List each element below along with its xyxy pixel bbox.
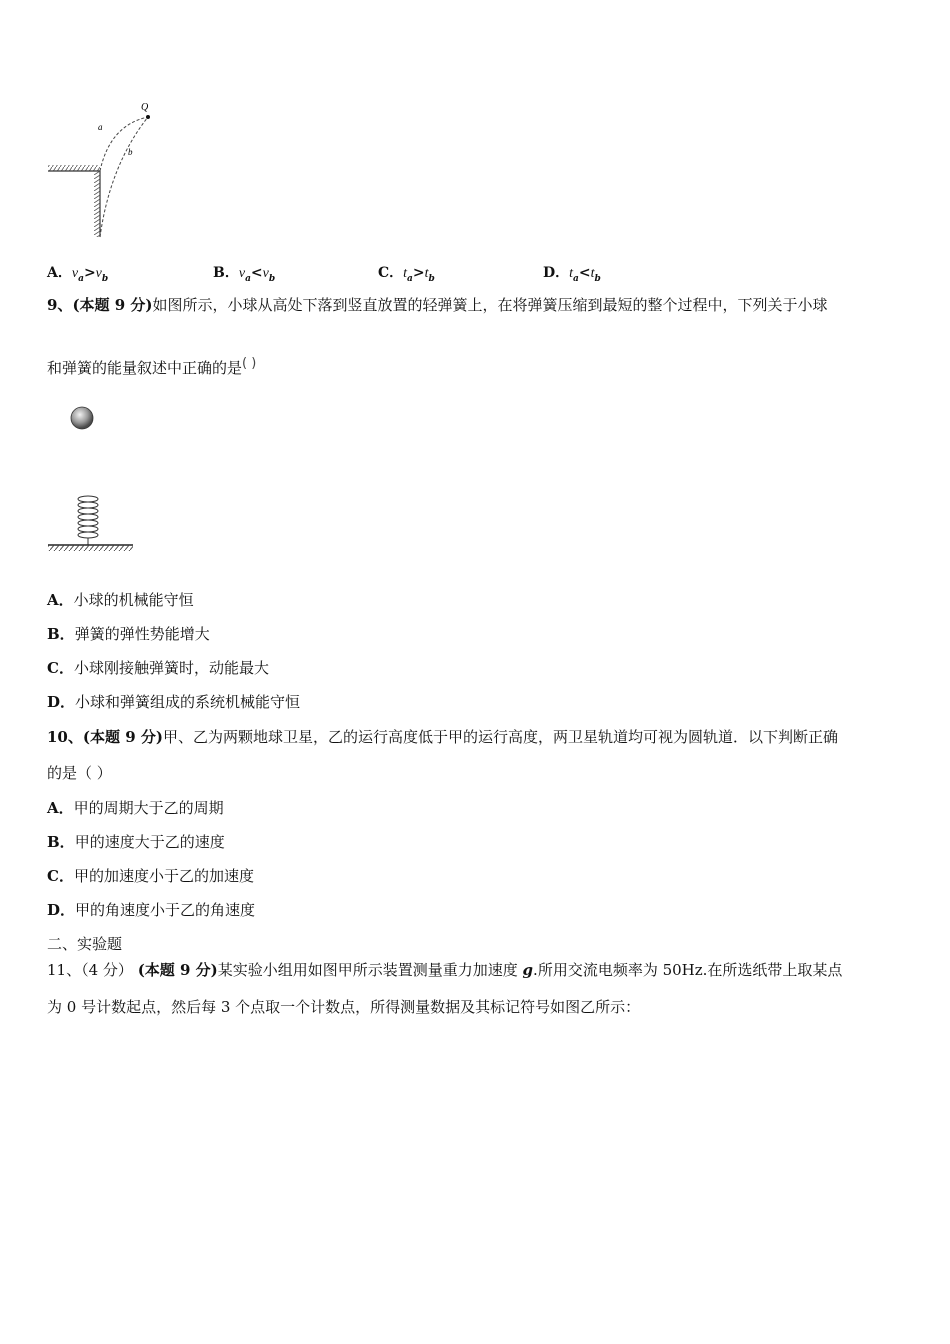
q8-option-c[interactable]: C．$t_a>t_b$ [378,265,435,284]
q11-stem-line1: 11、（4 分） (本题 9 分)某实验小组用如图甲所示装置测量重力加速度 g.所用交流电频率为 50Hz.在所选纸带上取某点 [47,961,843,979]
q10-option-c[interactable]: C．甲的加速度小于乙的加速度 [47,867,254,885]
q10-stem-line2: 的是（ ） [47,764,112,782]
q10-stem-line1: 10、(本题 9 分)甲、乙为两颗地球卫星，乙的运行高度低于甲的运行高度，两卫星轨道均可视为圆轨道．以下判断正确 [47,728,838,746]
q11-stem-line2: 为 0 号计数起点，然后每 3 个点取一个计数点，所得测量数据及其标记符号如图乙所示： [47,998,641,1016]
q10-option-a[interactable]: A．甲的周期大于乙的周期 [47,799,224,817]
label-q: Q [141,102,149,113]
ball-spring-figure [45,400,140,560]
spring [78,496,98,545]
q9-option-c[interactable]: C．小球刚接触弹簧时，动能最大 [47,659,269,677]
ledge [48,165,100,237]
q9-stem-line1: 9、(本题 9 分)如图所示，小球从高处下落到竖直放置的轻弹簧上，在将弹簧压缩到最短的整个过程中，下列关于小球 [47,296,828,314]
label-a: a [98,122,103,132]
q10-option-b[interactable]: B．甲的速度大于乙的速度 [47,833,225,851]
q8-option-b[interactable]: B．$v_a<v_b$ [213,265,276,284]
label-b: b [128,147,133,157]
q10-option-d[interactable]: D．甲的角速度小于乙的角速度 [47,901,256,919]
q9-option-b[interactable]: B．弹簧的弹性势能增大 [47,625,210,643]
answer-blank: ( ) [242,356,257,371]
q9-option-d[interactable]: D．小球和弹簧组成的系统机械能守恒 [47,693,301,711]
trajectory-b [100,117,148,237]
ball [71,407,93,429]
trajectory-a [100,117,148,171]
section-title: 二、实验题 [47,935,123,953]
point-q [146,115,150,119]
q9-option-a[interactable]: A．小球的机械能守恒 [47,591,194,609]
q8-option-a[interactable]: A．$v_a>v_b$ [47,265,109,284]
q8-option-d[interactable]: D．$t_a<t_b$ [543,265,601,284]
projectile-figure [40,95,170,245]
q9-stem-line2: 和弹簧的能量叙述中正确的是( ) [47,356,257,377]
ground [48,545,133,551]
